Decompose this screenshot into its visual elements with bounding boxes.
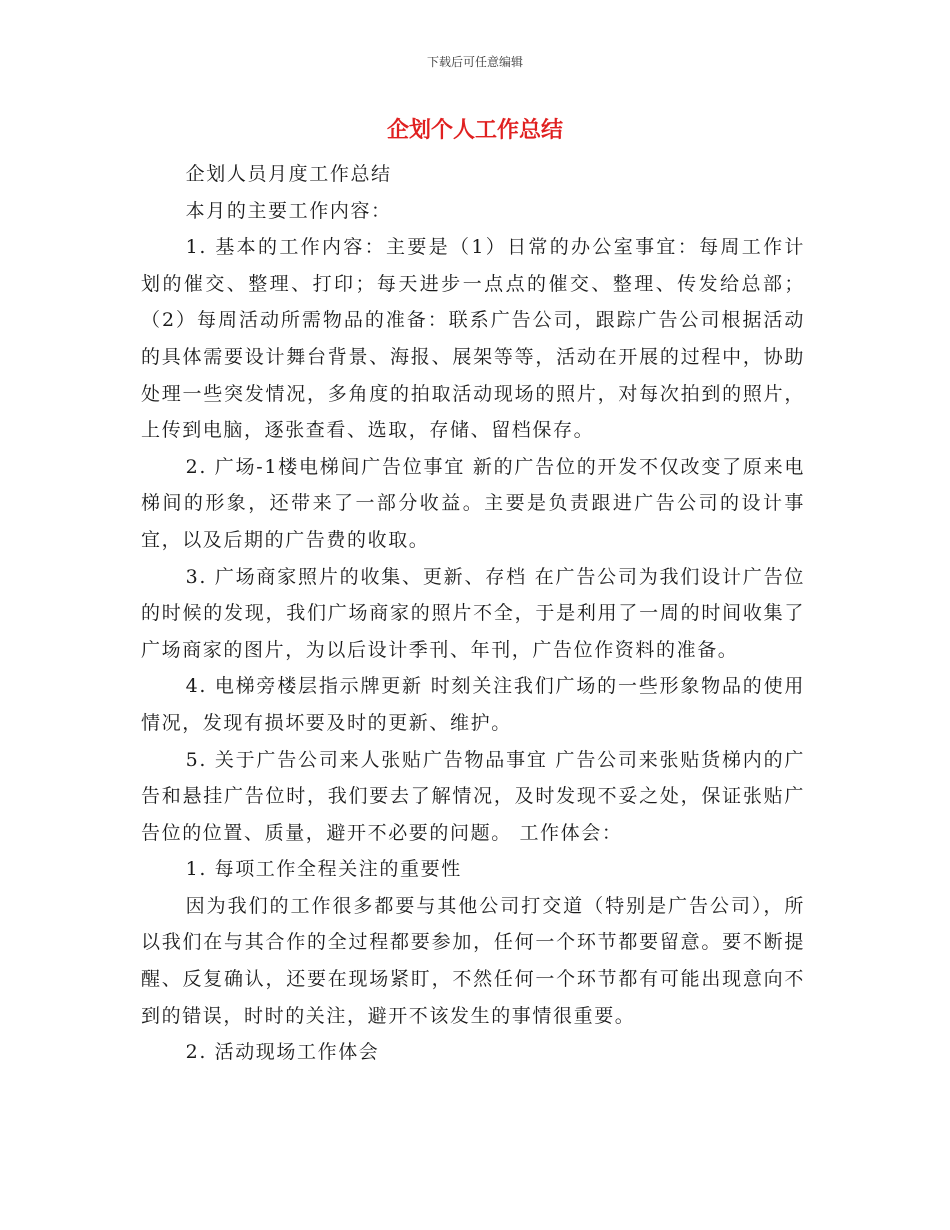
item-5-paragraph: 5. 关于广告公司来人张贴广告物品事宜 广告公司来张贴货梯内的广告和悬挂广告位时，我们要去了解情况，及时发现不妥之处，保证张贴广告位的位置、质量，避开不必要的问题。 工作体会： — [141, 748, 805, 844]
subtitle-paragraph: 企划人员月度工作总结 — [185, 163, 392, 185]
insight-1-paragraph: 因为我们的工作很多都要与其他公司打交道（特别是广告公司），所以我们在与其合作的全过程都要参加，任何一个环节都要留意。要不断提醒、反复确认，还要在现场紧盯，不然任何一个环节都有可能出现意向不到的错误，时时的关注，避开不该发生的事情很重要。 — [141, 894, 805, 1027]
document-title: 企划个人工作总结 — [386, 118, 563, 143]
item-1-paragraph: 1. 基本的工作内容：主要是（1）日常的办公室事宜：每周工作计划的催交、整理、打印；每天进步一点点的催交、整理、传发给总部；（2）每周活动所需物品的准备：联系广告公司，跟踪广告公司根据活动的具体需要设计舞台背景、海报、展架等等，活动在开展的过程中，协助处理一些突发情况，多角度的拍取活动现场的照片，对每次拍到的照片，上传到电脑，逐张查看、选取，存储、留档保存。 — [141, 236, 805, 442]
item-3-paragraph: 3. 广场商家照片的收集、更新、存档 在广告公司为我们设计广告位的时候的发现，我们广场商家的照片不全，于是利用了一周的时间收集了广场商家的图片，为以后设计季刊、年刊，广告位作资料的准备。 — [141, 565, 805, 661]
section-heading-paragraph: 本月的主要工作内容： — [185, 199, 392, 222]
item-2-paragraph: 2. 广场-1楼电梯间广告位事宜 新的广告位的开发不仅改变了原来电梯间的形象，还带来了一部分收益。主要是负责跟进广告公司的设计事宜，以及后期的广告费的收取。 — [141, 455, 805, 551]
document-body — [141, 156, 805, 1071]
insight-1-heading: 1. 每项工作全程关注的重要性 — [185, 858, 462, 881]
insight-2-heading: 2. 活动现场工作体会 — [185, 1041, 380, 1064]
page-header-note: 下载后可任意编辑 — [426, 55, 523, 69]
item-4-paragraph: 4. 电梯旁楼层指示牌更新 时刻关注我们广场的一些形象物品的使用情况，发现有损坏要及时的更新、维护。 — [141, 675, 805, 734]
